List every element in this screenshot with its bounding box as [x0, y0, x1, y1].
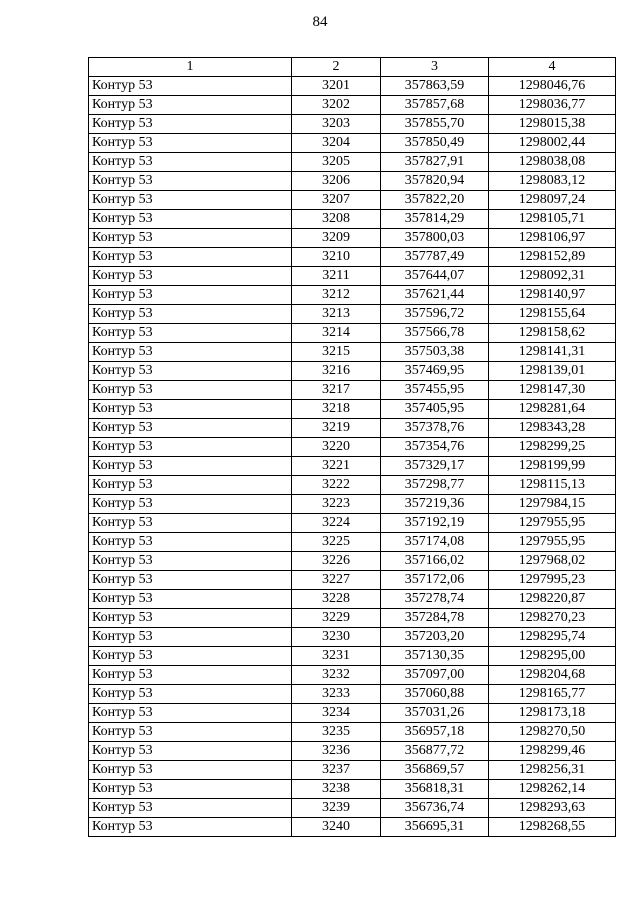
x-coordinate-cell: 357174,08: [381, 533, 489, 552]
y-coordinate-cell: 1297968,02: [489, 552, 616, 571]
y-coordinate-cell: 1298036,77: [489, 96, 616, 115]
point-number-cell: 3222: [292, 476, 381, 495]
y-coordinate-cell: 1298147,30: [489, 381, 616, 400]
y-coordinate-cell: 1297995,23: [489, 571, 616, 590]
x-coordinate-cell: 357566,78: [381, 324, 489, 343]
point-number-cell: 3220: [292, 438, 381, 457]
contour-cell: Контур 53: [89, 153, 292, 172]
y-coordinate-cell: 1298268,55: [489, 818, 616, 837]
y-coordinate-cell: 1298083,12: [489, 172, 616, 191]
y-coordinate-cell: 1298270,50: [489, 723, 616, 742]
x-coordinate-cell: 357031,26: [381, 704, 489, 723]
x-coordinate-cell: 357850,49: [381, 134, 489, 153]
point-number-cell: 3236: [292, 742, 381, 761]
x-coordinate-cell: 357130,35: [381, 647, 489, 666]
y-coordinate-cell: 1298293,63: [489, 799, 616, 818]
x-coordinate-cell: 357060,88: [381, 685, 489, 704]
contour-cell: Контур 53: [89, 362, 292, 381]
column-header-1: 1: [89, 58, 292, 77]
table-row: [89, 685, 616, 704]
table-row: [89, 400, 616, 419]
point-number-cell: 3206: [292, 172, 381, 191]
table-row: [89, 438, 616, 457]
point-number-cell: 3210: [292, 248, 381, 267]
table-row: [89, 704, 616, 723]
table-row: [89, 419, 616, 438]
x-coordinate-cell: 357596,72: [381, 305, 489, 324]
x-coordinate-cell: 357857,68: [381, 96, 489, 115]
contour-cell: Контур 53: [89, 780, 292, 799]
point-number-cell: 3231: [292, 647, 381, 666]
x-coordinate-cell: 357203,20: [381, 628, 489, 647]
point-number-cell: 3240: [292, 818, 381, 837]
contour-cell: Контур 53: [89, 666, 292, 685]
point-number-cell: 3224: [292, 514, 381, 533]
x-coordinate-cell: 357787,49: [381, 248, 489, 267]
x-coordinate-cell: 357298,77: [381, 476, 489, 495]
contour-cell: Контур 53: [89, 134, 292, 153]
table-row: [89, 210, 616, 229]
contour-cell: Контур 53: [89, 799, 292, 818]
table-row: [89, 153, 616, 172]
y-coordinate-cell: 1298140,97: [489, 286, 616, 305]
table-row: [89, 742, 616, 761]
contour-cell: Контур 53: [89, 476, 292, 495]
point-number-cell: 3213: [292, 305, 381, 324]
x-coordinate-cell: 357800,03: [381, 229, 489, 248]
table-row: [89, 229, 616, 248]
table-row: [89, 647, 616, 666]
point-number-cell: 3214: [292, 324, 381, 343]
point-number-cell: 3207: [292, 191, 381, 210]
column-header-2: 2: [292, 58, 381, 77]
point-number-cell: 3238: [292, 780, 381, 799]
y-coordinate-cell: 1298299,25: [489, 438, 616, 457]
table-row: [89, 476, 616, 495]
point-number-cell: 3229: [292, 609, 381, 628]
y-coordinate-cell: 1298256,31: [489, 761, 616, 780]
table-row: [89, 628, 616, 647]
x-coordinate-cell: 357192,19: [381, 514, 489, 533]
contour-cell: Контур 53: [89, 704, 292, 723]
contour-cell: Контур 53: [89, 96, 292, 115]
table-row: [89, 191, 616, 210]
y-coordinate-cell: 1298015,38: [489, 115, 616, 134]
point-number-cell: 3233: [292, 685, 381, 704]
contour-cell: Контур 53: [89, 115, 292, 134]
contour-cell: Контур 53: [89, 191, 292, 210]
contour-cell: Контур 53: [89, 248, 292, 267]
x-coordinate-cell: 357503,38: [381, 343, 489, 362]
point-number-cell: 3225: [292, 533, 381, 552]
x-coordinate-cell: 356818,31: [381, 780, 489, 799]
y-coordinate-cell: 1298270,23: [489, 609, 616, 628]
y-coordinate-cell: 1298173,18: [489, 704, 616, 723]
x-coordinate-cell: 357097,00: [381, 666, 489, 685]
contour-cell: Контур 53: [89, 343, 292, 362]
contour-cell: Контур 53: [89, 172, 292, 191]
contour-cell: Контур 53: [89, 324, 292, 343]
y-coordinate-cell: 1298262,14: [489, 780, 616, 799]
contour-cell: Контур 53: [89, 590, 292, 609]
contour-cell: Контур 53: [89, 628, 292, 647]
x-coordinate-cell: 357354,76: [381, 438, 489, 457]
y-coordinate-cell: 1298295,00: [489, 647, 616, 666]
x-coordinate-cell: 357621,44: [381, 286, 489, 305]
contour-cell: Контур 53: [89, 267, 292, 286]
x-coordinate-cell: 357827,91: [381, 153, 489, 172]
table-row: [89, 666, 616, 685]
x-coordinate-cell: 357644,07: [381, 267, 489, 286]
contour-cell: Контур 53: [89, 742, 292, 761]
x-coordinate-cell: 357284,78: [381, 609, 489, 628]
contour-cell: Контур 53: [89, 818, 292, 837]
point-number-cell: 3227: [292, 571, 381, 590]
y-coordinate-cell: 1298046,76: [489, 77, 616, 96]
point-number-cell: 3209: [292, 229, 381, 248]
point-number-cell: 3237: [292, 761, 381, 780]
table-row: [89, 286, 616, 305]
table-row: [89, 590, 616, 609]
x-coordinate-cell: 357219,36: [381, 495, 489, 514]
table-row: [89, 362, 616, 381]
contour-cell: Контур 53: [89, 571, 292, 590]
y-coordinate-cell: 1298299,46: [489, 742, 616, 761]
x-coordinate-cell: 357278,74: [381, 590, 489, 609]
point-number-cell: 3226: [292, 552, 381, 571]
y-coordinate-cell: 1298165,77: [489, 685, 616, 704]
y-coordinate-cell: 1298152,89: [489, 248, 616, 267]
contour-cell: Контур 53: [89, 495, 292, 514]
point-number-cell: 3204: [292, 134, 381, 153]
point-number-cell: 3217: [292, 381, 381, 400]
x-coordinate-cell: 356736,74: [381, 799, 489, 818]
y-coordinate-cell: 1298295,74: [489, 628, 616, 647]
table-row: [89, 533, 616, 552]
y-coordinate-cell: 1298343,28: [489, 419, 616, 438]
point-number-cell: 3235: [292, 723, 381, 742]
table-row: [89, 343, 616, 362]
point-number-cell: 3205: [292, 153, 381, 172]
contour-cell: Контур 53: [89, 381, 292, 400]
x-coordinate-cell: 357329,17: [381, 457, 489, 476]
table-row: [89, 134, 616, 153]
y-coordinate-cell: 1298204,68: [489, 666, 616, 685]
table-row: [89, 96, 616, 115]
x-coordinate-cell: 357863,59: [381, 77, 489, 96]
contour-cell: Контур 53: [89, 77, 292, 96]
x-coordinate-cell: 357855,70: [381, 115, 489, 134]
contour-cell: Контур 53: [89, 552, 292, 571]
y-coordinate-cell: 1298097,24: [489, 191, 616, 210]
table-row: [89, 324, 616, 343]
point-number-cell: 3201: [292, 77, 381, 96]
table-row: [89, 115, 616, 134]
y-coordinate-cell: 1298105,71: [489, 210, 616, 229]
contour-cell: Контур 53: [89, 723, 292, 742]
x-coordinate-cell: 356877,72: [381, 742, 489, 761]
table-row: [89, 248, 616, 267]
table-row: [89, 305, 616, 324]
x-coordinate-cell: 357820,94: [381, 172, 489, 191]
contour-cell: Контур 53: [89, 210, 292, 229]
point-number-cell: 3203: [292, 115, 381, 134]
table-row: [89, 495, 616, 514]
table-row: [89, 723, 616, 742]
point-number-cell: 3228: [292, 590, 381, 609]
page-number: 84: [312, 14, 328, 30]
y-coordinate-cell: 1298220,87: [489, 590, 616, 609]
contour-cell: Контур 53: [89, 400, 292, 419]
point-number-cell: 3230: [292, 628, 381, 647]
y-coordinate-cell: 1298139,01: [489, 362, 616, 381]
point-number-cell: 3219: [292, 419, 381, 438]
table-body: [89, 77, 616, 837]
table-row: [89, 172, 616, 191]
point-number-cell: 3223: [292, 495, 381, 514]
y-coordinate-cell: 1298141,31: [489, 343, 616, 362]
point-number-cell: 3218: [292, 400, 381, 419]
table-row: [89, 799, 616, 818]
coordinates-table: [88, 57, 616, 837]
x-coordinate-cell: 356695,31: [381, 818, 489, 837]
contour-cell: Контур 53: [89, 685, 292, 704]
y-coordinate-cell: 1297984,15: [489, 495, 616, 514]
x-coordinate-cell: 356957,18: [381, 723, 489, 742]
contour-cell: Контур 53: [89, 438, 292, 457]
y-coordinate-cell: 1298038,08: [489, 153, 616, 172]
y-coordinate-cell: 1298155,64: [489, 305, 616, 324]
table-row: [89, 381, 616, 400]
point-number-cell: 3212: [292, 286, 381, 305]
y-coordinate-cell: 1297955,95: [489, 514, 616, 533]
contour-cell: Контур 53: [89, 533, 292, 552]
point-number-cell: 3208: [292, 210, 381, 229]
x-coordinate-cell: 357166,02: [381, 552, 489, 571]
table-row: [89, 818, 616, 837]
table-row: [89, 552, 616, 571]
contour-cell: Контур 53: [89, 609, 292, 628]
contour-cell: Контур 53: [89, 514, 292, 533]
x-coordinate-cell: 357469,95: [381, 362, 489, 381]
y-coordinate-cell: 1298199,99: [489, 457, 616, 476]
contour-cell: Контур 53: [89, 305, 292, 324]
x-coordinate-cell: 357378,76: [381, 419, 489, 438]
table-row: [89, 514, 616, 533]
y-coordinate-cell: 1298106,97: [489, 229, 616, 248]
y-coordinate-cell: 1298092,31: [489, 267, 616, 286]
y-coordinate-cell: 1298158,62: [489, 324, 616, 343]
point-number-cell: 3239: [292, 799, 381, 818]
point-number-cell: 3234: [292, 704, 381, 723]
contour-cell: Контур 53: [89, 286, 292, 305]
contour-cell: Контур 53: [89, 761, 292, 780]
x-coordinate-cell: 357814,29: [381, 210, 489, 229]
y-coordinate-cell: 1297955,95: [489, 533, 616, 552]
y-coordinate-cell: 1298115,13: [489, 476, 616, 495]
table-row: [89, 780, 616, 799]
table-row: [89, 267, 616, 286]
point-number-cell: 3221: [292, 457, 381, 476]
point-number-cell: 3232: [292, 666, 381, 685]
x-coordinate-cell: 357822,20: [381, 191, 489, 210]
table-row: [89, 457, 616, 476]
table-header-row: [89, 58, 616, 77]
table-row: [89, 609, 616, 628]
point-number-cell: 3202: [292, 96, 381, 115]
x-coordinate-cell: 357172,06: [381, 571, 489, 590]
x-coordinate-cell: 357405,95: [381, 400, 489, 419]
table-row: [89, 571, 616, 590]
contour-cell: Контур 53: [89, 457, 292, 476]
column-header-3: 3: [381, 58, 489, 77]
point-number-cell: 3211: [292, 267, 381, 286]
table-row: [89, 761, 616, 780]
contour-cell: Контур 53: [89, 647, 292, 666]
column-header-4: 4: [489, 58, 616, 77]
point-number-cell: 3216: [292, 362, 381, 381]
y-coordinate-cell: 1298002,44: [489, 134, 616, 153]
point-number-cell: 3215: [292, 343, 381, 362]
contour-cell: Контур 53: [89, 419, 292, 438]
x-coordinate-cell: 356869,57: [381, 761, 489, 780]
y-coordinate-cell: 1298281,64: [489, 400, 616, 419]
table-row: [89, 77, 616, 96]
x-coordinate-cell: 357455,95: [381, 381, 489, 400]
contour-cell: Контур 53: [89, 229, 292, 248]
